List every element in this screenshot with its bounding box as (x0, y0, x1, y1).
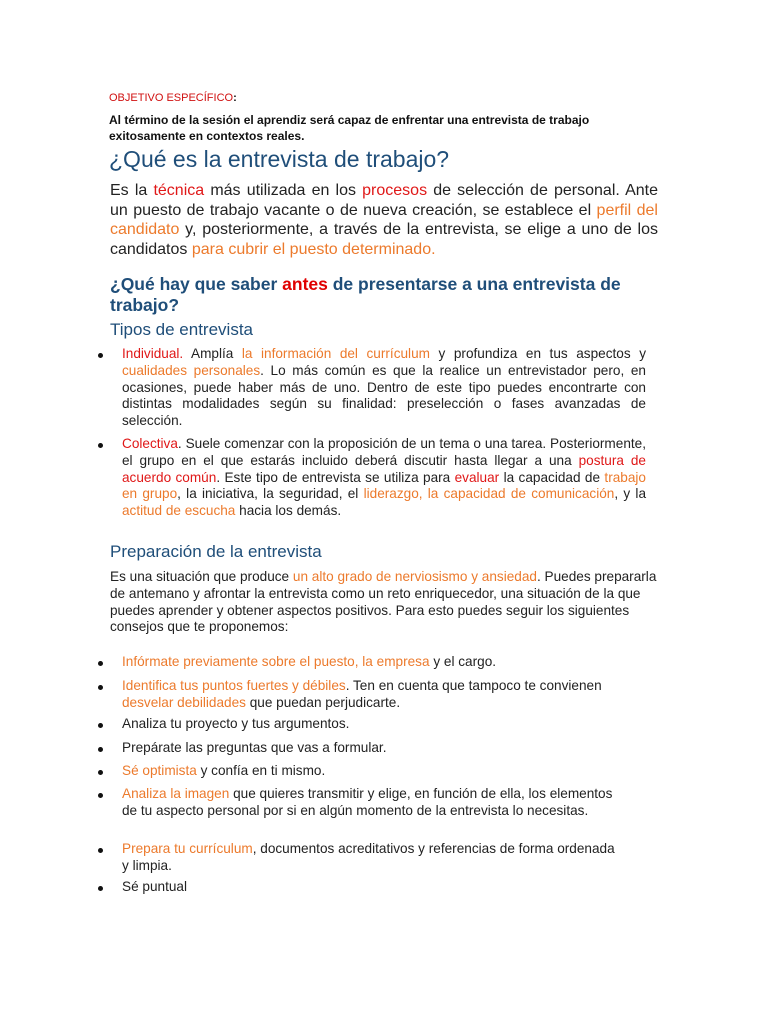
tip-item (122, 785, 622, 819)
types-heading: Tipos de entrevista (110, 320, 253, 339)
type-keyword: postura de acuerdo común (122, 452, 646, 485)
before-heading (110, 274, 670, 316)
bullet-icon (98, 747, 103, 752)
intro-text: Es la (110, 182, 154, 199)
type-text: , la iniciativa, la seguridad, el (177, 486, 364, 502)
type-text: la capacidad de (499, 469, 605, 485)
type-text: , y la (614, 486, 647, 502)
intro-keyword: para cubrir el puesto determinado. (191, 240, 436, 258)
tip-text: Sé puntual (122, 879, 188, 894)
tip-text: . Ten en cuenta que tampoco te convienen (345, 678, 602, 693)
type-keyword: liderazgo, la capacidad de comunicación (363, 486, 615, 502)
type-keyword: Individual. (122, 346, 184, 361)
objective-heading-colon: : (233, 92, 237, 104)
tip-text: Analiza tu proyecto y tus argumentos. (122, 716, 350, 731)
tip-text: y el cargo. (429, 654, 497, 669)
before-heading-emphasis: antes (282, 274, 328, 294)
tip-text: que puedan perjudicarte. (245, 695, 401, 710)
bullet-icon (98, 723, 103, 728)
bullet-icon (98, 661, 103, 666)
tip-text: Prepárate las preguntas que vas a formular. (122, 740, 387, 755)
intro-keyword: perfil del candidato (110, 201, 658, 238)
objective-text: Al término de la sesión el aprendiz será capaz de enfrentar una entrevista de trabajo exitosamente en contextos reales. (109, 113, 590, 143)
tip-text: , documentos acreditativos y referencias de forma ordenada y limpia. (122, 841, 615, 873)
type-keyword: la información del currículum (241, 346, 430, 361)
bullet-icon (98, 443, 103, 448)
prep-paragraph (110, 569, 660, 636)
type-text: . Lo más común es que la realice un entrevistador pero, en ocasiones, puede haber más de uno. Dentro de este tipo puedes encontrarte con distintas modalidades según su finalidad: preselección o fases avanzadas de selección. (122, 362, 646, 429)
intro-text: de selección de personal. Ante un puesto de trabajo vacante o de nueva creación, se establece el (110, 182, 659, 219)
type-text: hacia los demás. (235, 503, 342, 519)
bullet-icon (98, 770, 103, 775)
objective-heading (109, 92, 237, 104)
intro-keyword: técnica (153, 182, 205, 199)
objective-heading-text: OBJETIVO ESPECÍFICO (109, 92, 234, 104)
tip-item (122, 878, 622, 895)
tip-item (122, 762, 622, 779)
tip-text: y confía en ti mismo. (196, 763, 326, 778)
type-individual (122, 346, 646, 430)
intro-text: y, posteriormente, a través de la entrevista, se elige a uno de los candidatos (110, 221, 658, 258)
tip-keyword: Prepara tu currículum (122, 841, 253, 856)
tip-item (122, 677, 622, 711)
bullet-icon (98, 886, 103, 891)
type-keyword: evaluar (454, 469, 500, 485)
type-keyword: trabajo en grupo (122, 469, 646, 502)
tip-keyword: Identifica tus puntos fuertes y débiles (122, 678, 346, 693)
tip-item (122, 840, 622, 874)
tip-keyword: desvelar debilidades (122, 695, 246, 710)
type-keyword: Colectiva (122, 436, 178, 451)
tip-text: que quieres transmitir y elige, en función de ella, los elementos de tu aspecto personal por si en algún momento de la entrevista lo necesitas. (122, 786, 613, 818)
bullet-icon (98, 848, 103, 853)
tip-keyword: Analiza la imagen (122, 786, 230, 801)
bullet-icon (98, 793, 103, 798)
type-text: Amplía (183, 346, 242, 361)
type-keyword: cualidades personales (122, 362, 261, 378)
prep-text: . Puedes prepararla de antemano y afrontar la entrevista como un reto enriquecedor, una situación de la que puedes aprender y obtener aspectos positivos. Para esto puedes seguir los siguientes consejos que te proponemos: (110, 569, 657, 635)
type-colectiva (122, 436, 646, 520)
tip-item (122, 653, 622, 670)
before-heading-text: ¿Qué hay que saber (110, 274, 283, 294)
intro-paragraph (110, 181, 658, 259)
tip-keyword: Sé optimista (122, 763, 197, 778)
bullet-icon (98, 685, 103, 690)
intro-text: más utilizada en los (204, 182, 363, 199)
tip-item (122, 739, 622, 756)
type-text: . Suele comenzar con la proposición de un tema o una tarea. Posteriormente, el grupo en el que estarás incluido deberá discutir hasta llegar a una (122, 436, 646, 468)
tip-keyword: Infórmate previamente sobre el puesto, la empresa (122, 654, 430, 669)
prep-keyword: un alto grado de nerviosismo y ansiedad (292, 569, 537, 584)
tip-item (122, 715, 622, 732)
prep-heading: Preparación de la entrevista (110, 542, 322, 561)
bullet-icon (98, 353, 103, 358)
before-heading-text: de presentarse a una entrevista de trabajo? (110, 274, 621, 315)
type-keyword: actitud de escucha (122, 503, 236, 519)
type-text: y profundiza en tus aspectos y (429, 346, 646, 361)
prep-text: Es una situación que produce (110, 569, 293, 584)
main-title: ¿Qué es la entrevista de trabajo? (109, 146, 450, 172)
type-text: . Este tipo de entrevista se utiliza para (216, 469, 455, 485)
intro-keyword: procesos (362, 182, 428, 199)
